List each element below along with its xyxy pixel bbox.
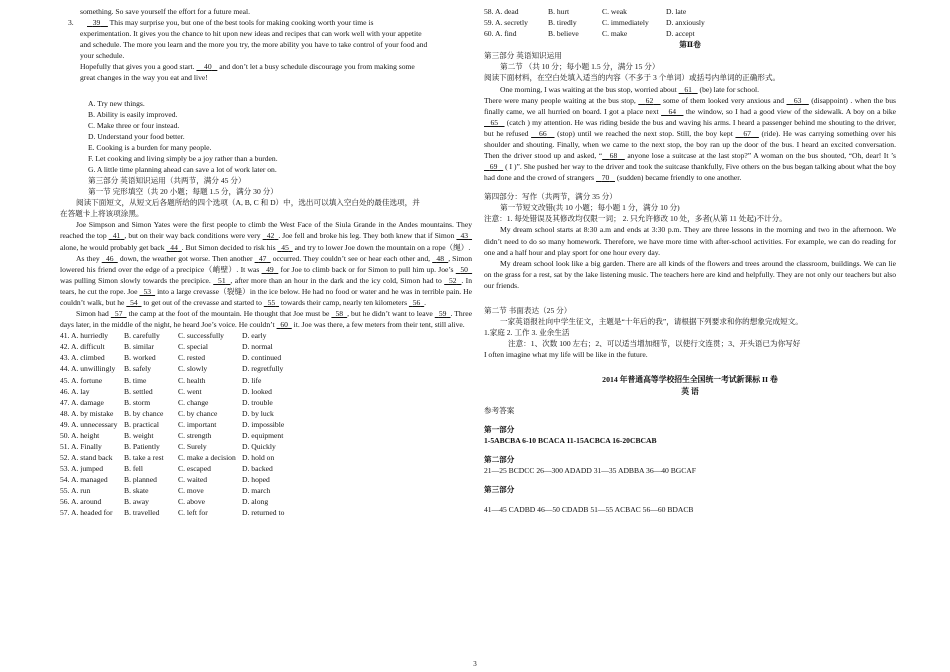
spacer (484, 397, 896, 405)
choice-option-b: B. hurt (548, 7, 570, 16)
blank-51: 51 (218, 275, 226, 285)
choice-option-d: D. life (242, 375, 262, 385)
choice-option-b: B. weight (124, 430, 154, 440)
choice-option-a: 43. A. climbed (60, 353, 105, 363)
choice-option-b: B. safely (124, 364, 151, 374)
grammar-passage: There were many people waiting at the bus stop, 62 some of them looked very anxious and 63 (disappoint) . when the bus finally came, we all hurried on board. I got a place next 64 the window, so I had a good view of the sidewalk. A boy on a bike 65 (catch ) my attention. He was riding beside the bus and waving his arms. I heard a passenger behind me shouting to the driver, but he refused 66 (stop) until we reached the next stop. Still, the boy kept 67 (ride). He was carrying something over his shoulder and shouting. Finally, when we came to the next stop, the boy ran up the door of the bus. I heard an excited conversation. Then the driver stood up and asked, “ 68 anyone lose a suitcase at the last stop?” A woman on the bus shouted, “Oh, dear! It ’s 69 ( I )”. She pushed her way to the driver and took the suitcase thankfully, Five others on the bus began talking about what the boy had done and the crowd of strangers 70 (sudden) became friendly to one another. (484, 95, 897, 183)
writing-opening: I often imagine what my life will be like in the future. (484, 350, 648, 360)
choice-row (60, 375, 472, 386)
blank-50: 50 (460, 264, 468, 274)
part4-title: 第四部分：写作（共两节，满分 35 分） (484, 192, 617, 202)
blank-65: 65 (490, 117, 499, 127)
section2-title: 第二节 （共 10 分；每小题 1.5 分，满分 15 分） (500, 62, 660, 72)
choice-option-d: D. hold on (242, 453, 275, 463)
option-e: E. Cooking is a burden for many people. (88, 142, 212, 152)
blank-63: 63 (793, 95, 802, 105)
choice-option-c: C. important (178, 419, 217, 429)
blank-41: 41 (112, 231, 121, 241)
choice-option-b: B. worked (124, 353, 156, 363)
instruction: 在答题卡上将该项涂黑。 (60, 209, 144, 219)
section2-instruction: 阅读下面材料，在空白处填入适当的内容（不多于 3 个单词）或括号内单词的正确形式。 (484, 73, 781, 83)
choice-option-c: C. special (178, 342, 208, 352)
choice-option-c: C. move (178, 486, 204, 496)
choice-option-b: B. believe (548, 29, 579, 39)
writing-note: 注意：1、次数 100 左右；2、可以适当增加细节，以使行文连贯；3、开头语已为你写好 (508, 339, 801, 349)
choice-option-c: C. waited (178, 475, 208, 485)
text-line: something. So save yourself the effort for a future meal. (80, 7, 251, 16)
choice-option-a: 57. A. headed for (60, 508, 113, 518)
choice-row (484, 6, 896, 17)
writing-points: 1.家庭 2. 工作 3. 业余生活 (484, 328, 570, 338)
choice-option-b: B. take a rest (124, 453, 164, 463)
choice-option-d: D. march (242, 486, 271, 496)
answers-part1: 1-5ABCBA 6-10 BCACA 11-15ACBCA 16-20CBCAB (484, 436, 657, 446)
choice-option-b: B. tiredly (548, 18, 577, 28)
choice-option-a: 56. A. around (60, 497, 102, 507)
answers-part1-title: 第一部分 (484, 425, 515, 435)
spacer (484, 183, 896, 191)
part3-title: 第三部分 英语知识运用 (484, 51, 562, 61)
blank-66: 66 (539, 128, 547, 138)
error-correction-para-2: My dream school look like a big garden. There are all kinds of the flowers and trees around the classroom, buildings. We can lie on the grass for a rest, sat by the lake listening music. The teachers here are kind and helpfully. They are not only our teachers but also our friends. (484, 258, 896, 290)
choice-option-c: C. by chance (178, 408, 218, 418)
blank-55: 55 (267, 297, 276, 307)
choice-row (60, 430, 472, 441)
choice-row (484, 17, 896, 28)
option-b: B. Ability is easily improved. (88, 109, 178, 119)
spacer (484, 416, 896, 424)
blank-47: 47 (258, 253, 267, 263)
choice-row (60, 485, 472, 496)
answers-part2: 21—25 BCDCC 26—300 ADADD 31—35 ADBBA 36—40 BGCAF (484, 466, 697, 476)
option-d: D. Understand your food better. (88, 131, 185, 141)
part4-note: 注意：1. 每处错误及其修改均仅限一词； 2. 只允许修改 10 处，多者(从第 11 处起)不计分。 (484, 214, 787, 224)
text-line: Hopefully that gives you a good start. 40 and don’t let a busy schedule discourage you from making some (80, 62, 415, 72)
choice-option-b: B. fell (124, 464, 143, 474)
choice-option-d: D. late (666, 7, 687, 16)
writing-instruction: 一家英语报社向中学生征文，主题是“十年后的我”，请根据下列要求和你的想象完成短文。 (500, 317, 803, 327)
choice-row (60, 386, 472, 397)
choice-option-d: D. accept (666, 29, 695, 39)
blank-61: 61 (684, 84, 692, 94)
volume-2-title: 第Ⅱ卷 (679, 40, 701, 50)
answers-part2-title: 第二部分 (484, 455, 515, 465)
answers-part3-title: 第三部分 (484, 485, 515, 495)
choice-option-b: B. planned (124, 475, 157, 485)
cloze-paragraph-3: Simon had 57 the camp at the foot of the mountain. He thought that Joe must be 58 , but he didn’t want to leave 59 . Three days later, in the middle of the night, he heard Joe’s voice. He couldn’t 60 it. Joe was there, a few meters from their tent, still alive. (60, 309, 472, 330)
choice-option-d: D. impossible (242, 419, 285, 429)
grammar-passage-line: One morning, I was waiting at the bus stop, worried about 61 (be) late for school. (500, 84, 760, 94)
blank-44: 44 (170, 242, 178, 252)
choice-option-b: B. practical (124, 419, 159, 429)
blank-57: 57 (114, 309, 123, 319)
choice-option-d: D. normal (242, 342, 273, 352)
spacer (484, 360, 896, 374)
choice-option-b: B. storm (124, 397, 151, 407)
blank-62: 62 (645, 95, 654, 105)
right-column (484, 6, 896, 515)
choice-row (60, 330, 472, 341)
choice-option-a: 53. A. jumped (60, 464, 104, 474)
choice-option-c: C. change (178, 397, 209, 407)
choice-option-a: 59. A. secretly (484, 18, 528, 28)
option-g: G. A little time planning ahead can save a lot of work later on. (88, 165, 277, 175)
choice-option-b: B. travelled (124, 508, 160, 518)
choice-option-b: B. carefully (124, 331, 160, 341)
choice-row (60, 397, 472, 408)
blank-58: 58 (335, 309, 344, 319)
choice-option-d: D. anxiously (666, 18, 705, 28)
choice-option-b: B. Patiently (124, 441, 160, 451)
error-correction-para-1: My dream school starts at 8:30 a.m and ends at 3:30 p.m. They are three lessons in the morning and two in the afternoon. We didn’t need to do so many homework. Therefore, we have more time with after-school activities. For example, we can do reading for one and a half hour and play sport for one hour every day. (484, 225, 896, 257)
blank-54: 54 (130, 297, 138, 307)
choice-row (60, 408, 472, 419)
choice-option-a: 54. A. managed (60, 475, 108, 485)
choice-option-c: C. immediately (602, 18, 649, 28)
cloze-paragraph-2: As they 46 down, the weather got worse. Then another 47 occurred. They couldn’t see or hear each other and, 48 , Simon lowered his friend over the edge of a precipice（峭壁）. It was 49 for Joe to climb back or for Simon to pull him up. Joe’s 50 was pulling Simon slowly towards the precipice. 51 , after more than an hour in the dark and the icy cold, Simon had to 52 . In tears, he cut the rope. Joe 53 into a large crevasse（裂缝）in the ice below. He had no food or water and he was in terrible pain. He couldn’t walk, but he 54 to get out of the crevasse and started to 55 towards their camp, nearly ten kilometers 56 . (60, 253, 473, 307)
blank-52: 52 (449, 275, 457, 285)
choice-option-d: D. along (242, 497, 269, 507)
blank-39: 39 (92, 18, 101, 28)
choice-option-d: D. regretfully (242, 364, 284, 374)
blank-46: 46 (105, 253, 114, 263)
choice-option-a: 51. A. Finally (60, 441, 102, 451)
text-line: This may surprise you, but one of the best tools for making cooking worth your time is (109, 18, 374, 28)
spacer (484, 496, 896, 504)
choice-option-c: C. make (602, 29, 628, 39)
cloze-choices (60, 330, 472, 518)
instruction: 阅读下面短文，从短文后各题所给的四个选项（A, B, C 和 D）中，选出可以填入空白处的最佳选项，并 (76, 198, 420, 208)
option-f: F. Let cooking and living simply be a joy rather than a burden. (88, 153, 278, 163)
item-number: 3. (68, 18, 74, 28)
choice-option-b: B. similar (124, 342, 154, 352)
choice-row (60, 363, 472, 374)
cloze-paragraph-1: Joe Simpson and Simon Yates were the first people to climb the West Face of the Siula Grande in the Andes mountains. They reached the top 41 , but on their way back conditions were very 42 . Joe fell and broke his leg. They both knew that if Simon 43 alone, he would probably get back 44 . But Simon decided to risk his 45 and try to lower Joe down the mountain on a rope（绳）. (60, 220, 472, 252)
choice-option-a: 45. A. fortune (60, 375, 103, 385)
choice-option-b: B. time (124, 375, 147, 385)
text-line: experimentation. It gives you the chance to hit upon new ideas and recipes that can work well with your appetite (80, 29, 422, 39)
exam-title: 2014 年普通高等学校招生全国统一考试新课标 II 卷 (602, 375, 778, 385)
blank-45: 45 (281, 242, 289, 252)
choice-option-d: D. trouble (242, 397, 273, 407)
blank-40: 40 (204, 62, 212, 72)
choice-option-d: D. by luck (242, 408, 274, 418)
part4-section1-title: 第一节短文改错(共 10 小题；每小题 1 分，满分 10 分) (500, 203, 680, 213)
choice-option-d: D. looked (242, 386, 272, 396)
blank-59: 59 (438, 309, 447, 319)
choice-option-a: 52. A. stand back (60, 453, 113, 463)
answers-part3: 41—45 CADBD 46—50 CDADB 51—55 ACBAC 56—60 BDACB (484, 504, 694, 514)
text-line: your schedule. (80, 51, 125, 61)
choice-row (60, 441, 472, 452)
choice-option-c: C. strength (178, 430, 212, 440)
blank-42: 42 (266, 231, 275, 241)
choice-option-c: C. make a decision (178, 453, 236, 463)
choice-option-a: 49. A. unnecessary (60, 419, 118, 429)
writing-title: 第二节 书面表达（25 分） (484, 305, 572, 315)
choice-option-b: B. away (124, 497, 149, 507)
choice-option-a: 47. A. damage (60, 397, 104, 407)
text-line: and schedule. The more you learn and the more you try, the more ability you have to take control of your food and (80, 40, 428, 50)
choice-row (484, 28, 896, 39)
blank-48: 48 (436, 253, 444, 263)
choice-row (60, 496, 472, 507)
choice-option-c: C. went (178, 386, 202, 396)
blank-68: 68 (609, 151, 618, 161)
choice-option-b: B. settled (124, 386, 153, 396)
choice-option-a: 58. A. dead (484, 7, 519, 16)
choice-option-c: C. Surely (178, 441, 207, 451)
choice-row (60, 352, 472, 363)
exam-subject: 英 语 (681, 386, 699, 396)
spacer (60, 84, 472, 98)
choice-option-a: 41. A. hurriedly (60, 331, 109, 341)
option-a: A. Try new things. (88, 98, 145, 108)
blank-60: 60 (280, 320, 288, 330)
choice-option-b: B. skate (124, 486, 149, 496)
choice-row (60, 507, 472, 518)
text-line: great changes in the way you eat and live! (80, 73, 208, 83)
blank-49: 49 (266, 264, 274, 274)
spacer (484, 291, 896, 305)
left-column (60, 6, 472, 519)
option-c: C. Make three or four instead. (88, 120, 180, 130)
choice-option-c: C. above (178, 497, 205, 507)
choice-option-c: C. weak (602, 7, 627, 16)
blank-67: 67 (743, 128, 751, 138)
choice-option-c: C. left for (178, 508, 208, 518)
choice-option-c: C. successfully (178, 331, 224, 341)
reference-answers-label: 参考答案 (484, 406, 515, 416)
choice-option-a: 42. A. difficult (60, 342, 105, 352)
passage-item-3 (60, 17, 472, 28)
choice-option-d: D. continued (242, 353, 282, 363)
choice-option-a: 50. A. height (60, 430, 100, 440)
section1-title: 第一节 完形填空（共 20 小题；每题 1.5 分，满分 30 分） (88, 187, 278, 197)
cloze-choices-continued (484, 6, 896, 39)
choice-row (60, 419, 472, 430)
choice-row (60, 452, 472, 463)
part3-title: 第三部分 英语知识运用（共两节，满分 45 分） (88, 176, 246, 186)
choice-option-c: C. slowly (178, 364, 208, 374)
blank-70: 70 (601, 173, 610, 183)
choice-option-c: C. escaped (178, 464, 211, 474)
choice-option-c: C. health (178, 375, 206, 385)
blank-53: 53 (143, 286, 152, 296)
choice-option-d: D. hoped (242, 475, 270, 485)
spacer (484, 446, 896, 454)
blank-69: 69 (489, 162, 498, 172)
choice-row (60, 463, 472, 474)
choice-option-a: 60. A. find (484, 29, 517, 39)
choice-row (60, 474, 472, 485)
choice-option-a: 48. A. by mistake (60, 408, 114, 418)
choice-option-b: B. by chance (124, 408, 164, 418)
blank-43: 43 (460, 231, 469, 241)
choice-option-d: D. returned to (242, 508, 285, 518)
choice-row (60, 341, 472, 352)
choice-option-d: D. equipment (242, 430, 284, 440)
page-number: 3 (473, 660, 477, 668)
choice-option-a: 46. A. lay (60, 386, 90, 396)
choice-option-d: D. early (242, 331, 267, 341)
choice-option-d: D. Quickly (242, 441, 276, 451)
spacer (484, 476, 896, 484)
blank-64: 64 (668, 106, 677, 116)
choice-option-d: D. backed (242, 464, 273, 474)
choice-option-c: C. rested (178, 353, 205, 363)
blank-56: 56 (412, 297, 421, 307)
choice-option-a: 44. A. unwillingly (60, 364, 116, 374)
choice-option-a: 55. A. run (60, 486, 91, 496)
seven-choice-options (60, 98, 472, 198)
